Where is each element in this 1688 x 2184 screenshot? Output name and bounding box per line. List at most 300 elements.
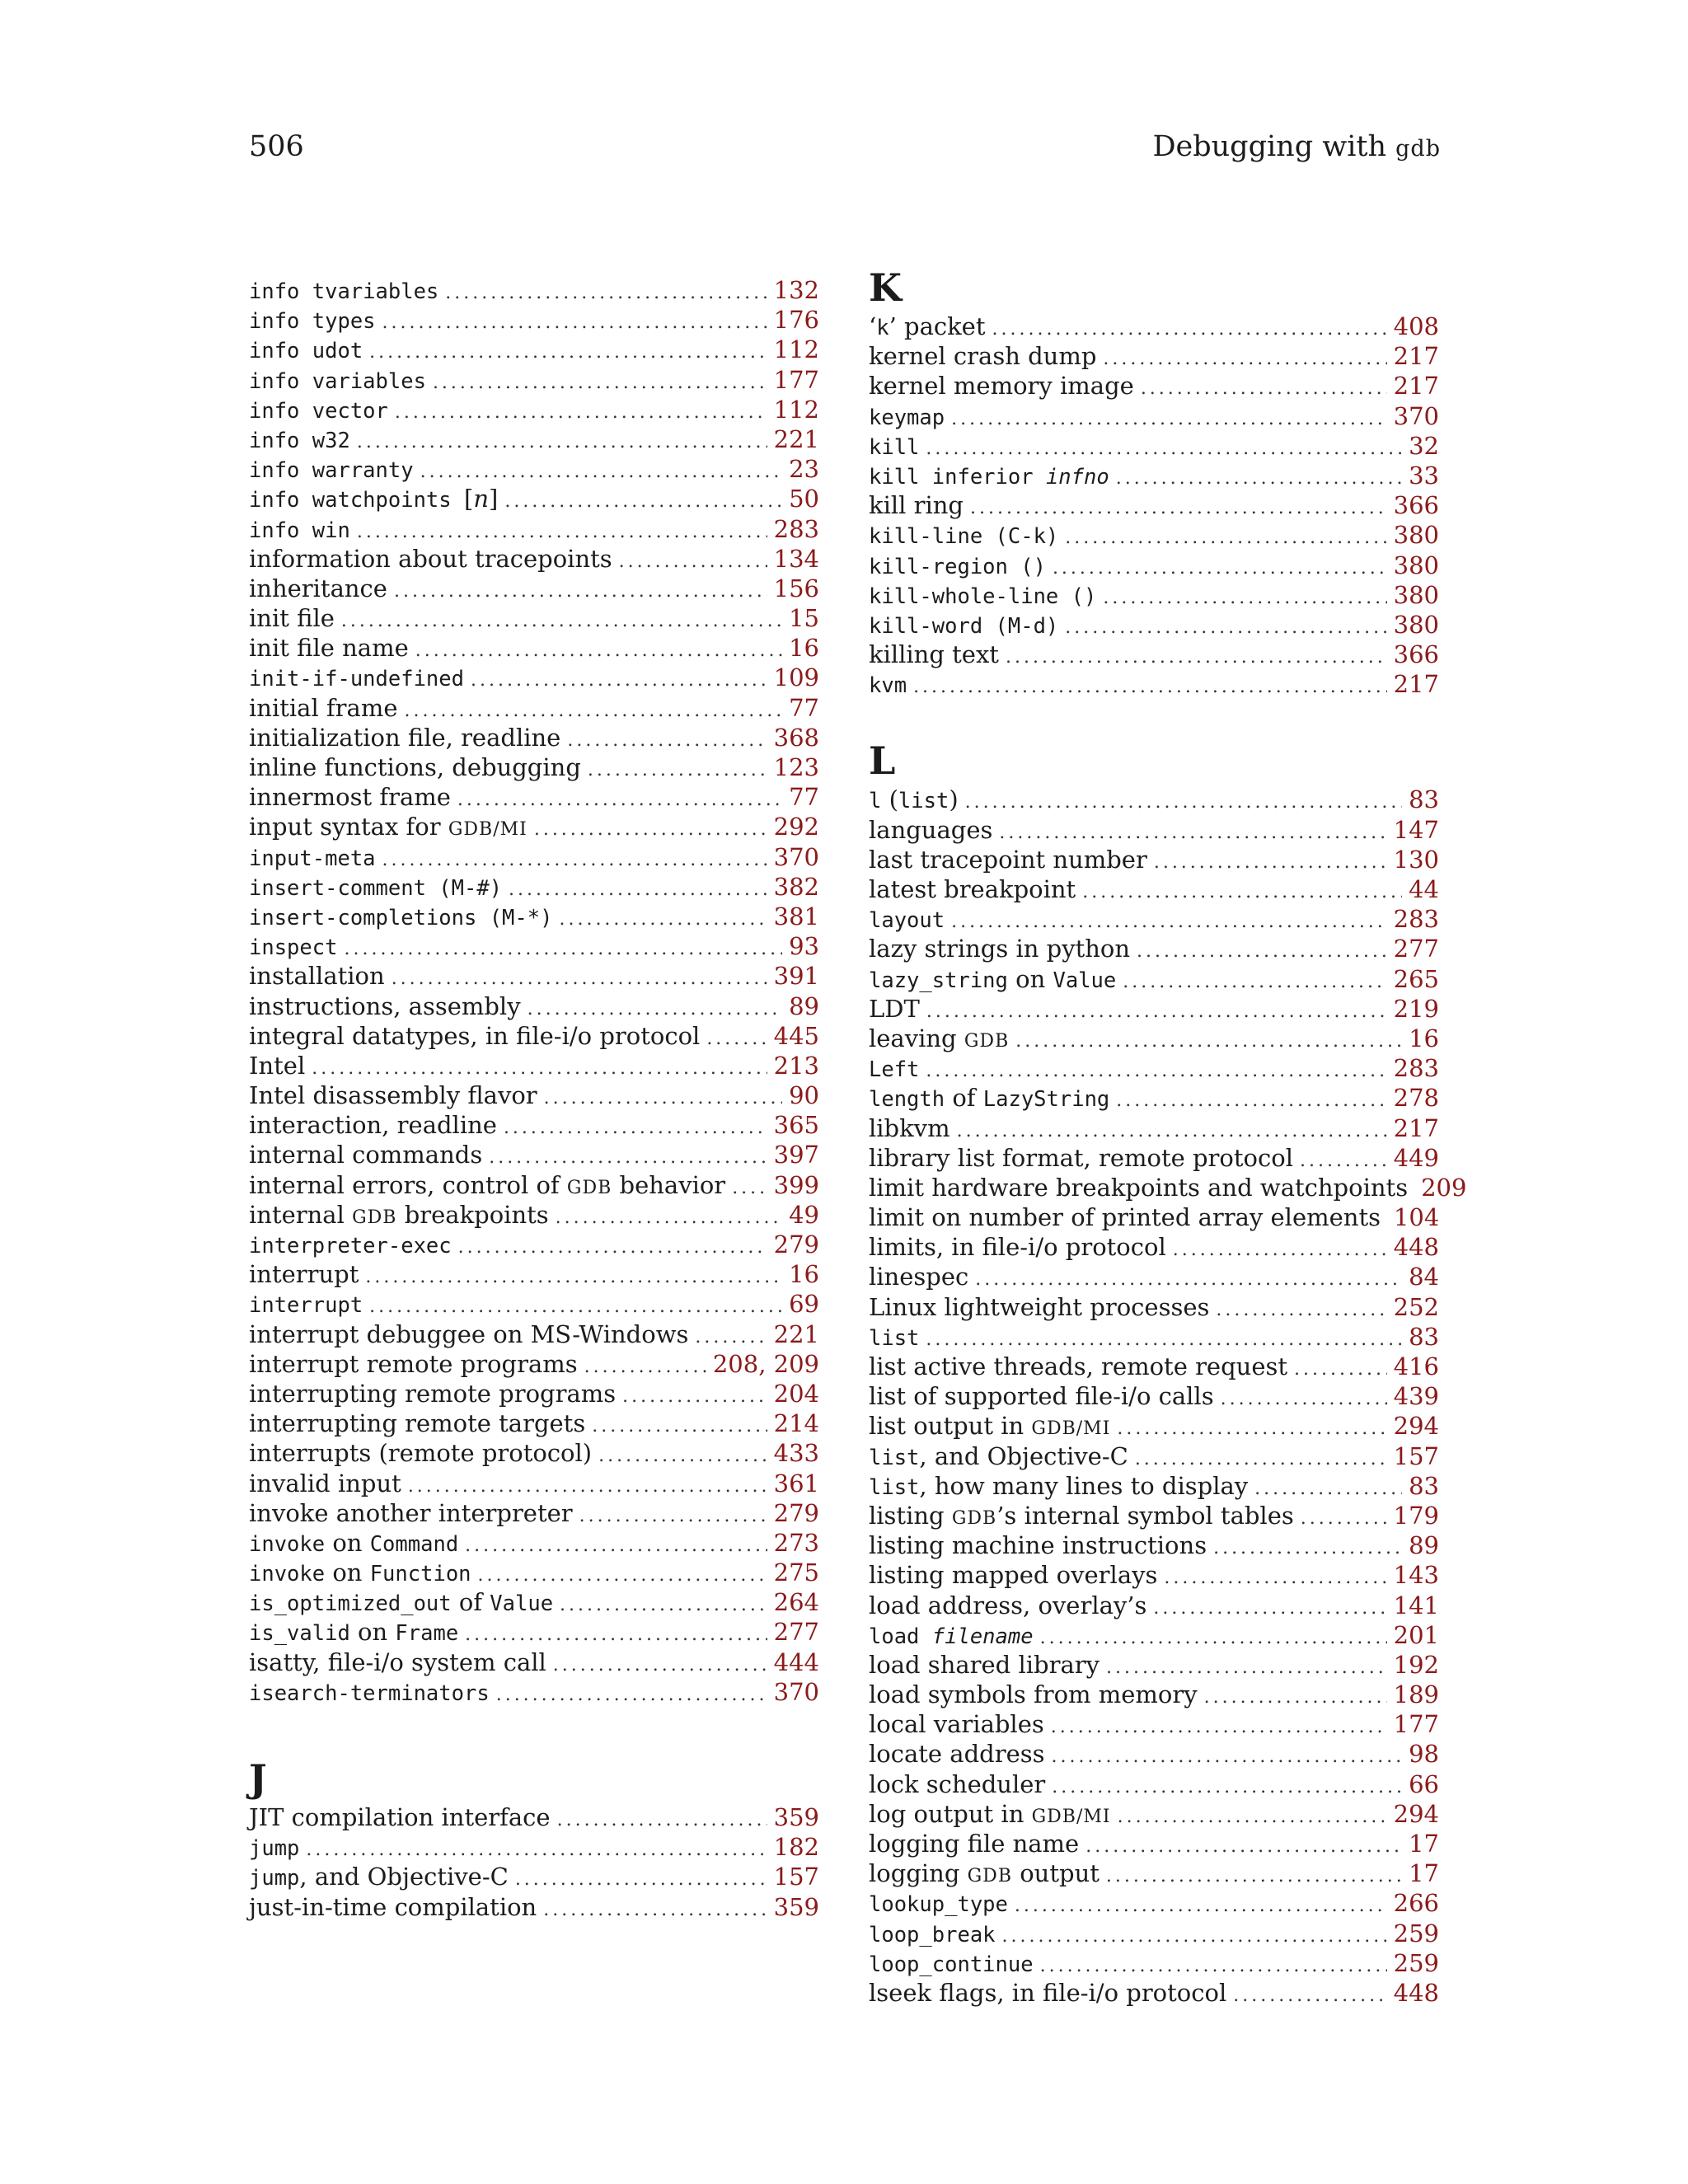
page-link[interactable]: 16 bbox=[1409, 1024, 1439, 1052]
index-term: is_valid on Frame bbox=[249, 1618, 459, 1647]
page-refs bbox=[774, 1051, 819, 1080]
index-term: interrupting remote targets bbox=[249, 1409, 586, 1438]
index-term: list bbox=[869, 1325, 920, 1351]
page-refs bbox=[1394, 934, 1439, 963]
leader-dots bbox=[913, 673, 1387, 702]
page-refs bbox=[1394, 1919, 1439, 1948]
index-entry bbox=[869, 341, 1439, 371]
page-link[interactable]: 283 bbox=[773, 514, 819, 543]
page-refs bbox=[1394, 1650, 1439, 1680]
leader-dots bbox=[951, 907, 1387, 937]
index-term: inline functions, debugging bbox=[249, 753, 581, 781]
page-refs bbox=[1394, 1709, 1439, 1739]
page-link[interactable]: 217 bbox=[1393, 670, 1439, 699]
index-entry bbox=[249, 1587, 819, 1617]
page-link[interactable]: 359 bbox=[773, 1892, 819, 1921]
leader-dots bbox=[394, 577, 767, 607]
page-link[interactable]: 98 bbox=[1409, 1740, 1439, 1769]
index-term: invoke on Function bbox=[249, 1558, 471, 1587]
index-entry bbox=[249, 1319, 819, 1349]
page-refs bbox=[1394, 1232, 1439, 1262]
index-term: last tracepoint number bbox=[869, 845, 1147, 874]
index-entry bbox=[869, 669, 1439, 699]
page-refs bbox=[1394, 1292, 1439, 1322]
leader-dots bbox=[357, 518, 767, 547]
index-term: internal commands bbox=[249, 1141, 483, 1169]
page-link[interactable]: 283 bbox=[1393, 905, 1439, 934]
page-link[interactable]: 433 bbox=[773, 1439, 819, 1468]
page-link[interactable]: 366 bbox=[1393, 640, 1439, 669]
page-refs bbox=[1409, 1530, 1439, 1560]
leader-dots bbox=[560, 1591, 767, 1620]
page-link[interactable]: 83 bbox=[1409, 1322, 1439, 1351]
page-link[interactable]: 380 bbox=[1393, 521, 1439, 550]
page-link[interactable]: 176 bbox=[773, 306, 819, 335]
page-refs bbox=[713, 1349, 819, 1379]
page-link[interactable]: 221 bbox=[773, 424, 819, 453]
page-refs bbox=[1394, 1560, 1439, 1590]
page-link[interactable]: , 209 bbox=[758, 1350, 819, 1378]
page-link[interactable]: 439 bbox=[1393, 1382, 1439, 1411]
page-refs bbox=[1394, 815, 1439, 845]
leader-dots bbox=[415, 636, 782, 666]
leader-dots bbox=[1116, 1086, 1386, 1116]
index-term: interrupting remote programs bbox=[249, 1379, 617, 1408]
page-link[interactable]: 112 bbox=[773, 395, 819, 424]
page-link[interactable]: 408 bbox=[1393, 312, 1439, 340]
page-link[interactable]: 366 bbox=[1393, 491, 1439, 520]
leader-dots bbox=[382, 308, 767, 338]
leader-dots bbox=[992, 315, 1387, 344]
page-link[interactable]: 416 bbox=[1393, 1352, 1439, 1380]
index-term: Intel bbox=[249, 1051, 306, 1080]
index-column-left bbox=[249, 275, 819, 1922]
index-entry bbox=[869, 431, 1439, 461]
page-link[interactable]: 15 bbox=[789, 604, 819, 633]
page-link[interactable]: 391 bbox=[773, 962, 819, 991]
index-entry bbox=[249, 1170, 819, 1200]
page-refs bbox=[789, 782, 819, 812]
page-link[interactable]: 49 bbox=[789, 1200, 819, 1229]
leader-dots bbox=[1053, 554, 1387, 583]
index-entry bbox=[249, 603, 819, 633]
page-refs bbox=[774, 872, 819, 902]
index-term: log output in GDB/MI bbox=[869, 1799, 1111, 1828]
page-link[interactable]: 292 bbox=[773, 813, 819, 841]
page-refs bbox=[789, 1080, 819, 1110]
page-link[interactable]: 217 bbox=[1393, 1113, 1439, 1142]
page-link[interactable]: 368 bbox=[773, 723, 819, 752]
leader-dots bbox=[584, 1352, 706, 1382]
index-entry bbox=[249, 275, 819, 305]
leader-dots bbox=[965, 788, 1402, 818]
page-refs bbox=[1394, 640, 1439, 669]
leader-dots bbox=[1103, 344, 1386, 374]
page-link[interactable]: 201 bbox=[1393, 1620, 1439, 1649]
page-link[interactable]: 279 bbox=[773, 1498, 819, 1527]
index-entry bbox=[249, 1080, 819, 1110]
page-refs bbox=[1394, 1411, 1439, 1441]
leader-dots bbox=[926, 997, 1387, 1027]
index-term: Intel disassembly flavor bbox=[249, 1081, 537, 1110]
index-entry bbox=[249, 365, 819, 395]
page-link[interactable]: 177 bbox=[1393, 1710, 1439, 1739]
index-entry bbox=[249, 1647, 819, 1677]
page-refs bbox=[1394, 1978, 1439, 2008]
page-refs bbox=[789, 931, 819, 961]
leader-dots bbox=[1106, 1653, 1387, 1683]
index-term: listing mapped overlays bbox=[869, 1561, 1158, 1590]
index-term: logging GDB output bbox=[869, 1859, 1100, 1888]
index-entry bbox=[869, 640, 1439, 669]
leader-dots bbox=[534, 815, 767, 845]
leader-dots bbox=[1082, 878, 1402, 907]
page-link[interactable]: 33 bbox=[1409, 461, 1439, 490]
page-refs bbox=[1394, 1113, 1439, 1143]
page-refs bbox=[774, 1862, 819, 1891]
page-link[interactable]: 217 bbox=[1393, 342, 1439, 371]
page-link[interactable]: 156 bbox=[773, 574, 819, 602]
index-term: logging file name bbox=[869, 1830, 1080, 1858]
page-link[interactable]: 32 bbox=[1409, 431, 1439, 460]
page-link[interactable]: 104 bbox=[1393, 1203, 1440, 1232]
page-link[interactable]: 23 bbox=[789, 455, 819, 484]
index-entry bbox=[249, 1528, 819, 1558]
index-term: limit hardware breakpoints and watchpoints bbox=[869, 1173, 1409, 1202]
page-refs bbox=[774, 1110, 819, 1140]
page-refs bbox=[1394, 1381, 1439, 1411]
page-refs bbox=[774, 842, 819, 872]
leader-dots bbox=[619, 547, 767, 577]
leader-dots bbox=[312, 1054, 767, 1084]
leader-dots bbox=[999, 818, 1386, 848]
leader-dots bbox=[1216, 1296, 1386, 1325]
index-entry bbox=[249, 1469, 819, 1498]
page-link[interactable]: 157 bbox=[1393, 1441, 1439, 1470]
page-link[interactable]: 17 bbox=[1409, 1830, 1439, 1858]
page-link[interactable]: 132 bbox=[773, 276, 819, 304]
page-link[interactable]: 77 bbox=[789, 693, 819, 722]
page-link[interactable]: 380 bbox=[1393, 580, 1439, 609]
page-link[interactable]: 192 bbox=[1393, 1650, 1439, 1679]
index-entry bbox=[249, 812, 819, 841]
index-entry bbox=[869, 994, 1439, 1024]
leader-dots bbox=[1040, 1624, 1387, 1653]
page-link[interactable]: 252 bbox=[1393, 1292, 1439, 1321]
index-entry bbox=[249, 723, 819, 752]
page-link[interactable]: 214 bbox=[773, 1409, 819, 1438]
leader-dots bbox=[405, 696, 783, 726]
index-entry bbox=[249, 1230, 819, 1259]
leader-dots bbox=[1137, 937, 1387, 967]
index-entry bbox=[869, 785, 1439, 814]
index-term: killing text bbox=[869, 640, 999, 669]
page-refs bbox=[1394, 1143, 1439, 1173]
page-link[interactable]: 279 bbox=[773, 1230, 819, 1258]
page-refs bbox=[774, 1558, 819, 1587]
index-term: latest breakpoint bbox=[869, 875, 1076, 903]
leader-dots bbox=[1116, 464, 1402, 494]
page-link[interactable]: 209 bbox=[1421, 1173, 1467, 1202]
page-link[interactable]: 112 bbox=[773, 335, 819, 364]
page-link[interactable]: 89 bbox=[789, 991, 819, 1020]
page-refs bbox=[1409, 1262, 1439, 1291]
page-refs bbox=[774, 1438, 819, 1468]
page-link[interactable]: 278 bbox=[1393, 1084, 1439, 1113]
page-link[interactable]: 294 bbox=[1393, 1412, 1439, 1441]
page-link[interactable]: 147 bbox=[1393, 815, 1439, 844]
index-entry bbox=[249, 574, 819, 603]
page-refs bbox=[789, 991, 819, 1021]
index-entry bbox=[249, 1408, 819, 1438]
leader-dots bbox=[457, 785, 782, 815]
index-entry bbox=[869, 845, 1439, 874]
index-term: listing GDB’s internal symbol tables bbox=[869, 1501, 1294, 1530]
leader-dots bbox=[341, 607, 782, 636]
page-link[interactable]: 444 bbox=[773, 1647, 819, 1676]
index-entry bbox=[249, 514, 819, 544]
leader-dots bbox=[1154, 848, 1387, 878]
page-link[interactable]: 359 bbox=[773, 1803, 819, 1831]
page-link[interactable]: 213 bbox=[773, 1051, 819, 1080]
running-title-gdb: gdb bbox=[1395, 136, 1441, 162]
page-refs bbox=[774, 395, 819, 424]
page-link[interactable]: 141 bbox=[1393, 1591, 1439, 1619]
index-term: input-meta bbox=[249, 846, 376, 871]
index-entry bbox=[869, 1352, 1439, 1381]
index-entry bbox=[869, 1709, 1439, 1739]
page-link[interactable]: 399 bbox=[773, 1170, 819, 1199]
index-term: internal GDB breakpoints bbox=[249, 1200, 549, 1229]
page-refs bbox=[1409, 461, 1439, 490]
index-entry bbox=[869, 610, 1439, 640]
page-link[interactable]: 17 bbox=[1409, 1859, 1439, 1888]
page-refs bbox=[1394, 1591, 1439, 1620]
page-link[interactable]: 84 bbox=[1409, 1263, 1439, 1291]
index-entry bbox=[869, 312, 1439, 341]
index-entry bbox=[249, 1862, 819, 1891]
index-term: locate address bbox=[869, 1740, 1045, 1769]
page-refs bbox=[1409, 1769, 1439, 1799]
page-link[interactable]: 283 bbox=[1393, 1054, 1439, 1083]
page-link[interactable]: 370 bbox=[1393, 401, 1439, 430]
index-entry bbox=[869, 1769, 1439, 1799]
leader-dots bbox=[458, 1233, 767, 1263]
index-term: load address, overlay’s bbox=[869, 1591, 1147, 1619]
page-refs bbox=[774, 1140, 819, 1169]
page-link[interactable]: 83 bbox=[1409, 1471, 1439, 1500]
index-entry bbox=[249, 872, 819, 902]
index-entry bbox=[869, 1591, 1439, 1620]
page-refs bbox=[1394, 580, 1439, 610]
page-link[interactable]: 448 bbox=[1393, 1978, 1439, 2007]
page-link[interactable]: 217 bbox=[1393, 372, 1439, 401]
page-link[interactable]: 294 bbox=[1393, 1799, 1439, 1828]
leader-dots bbox=[926, 1325, 1402, 1355]
leader-dots bbox=[1141, 374, 1387, 404]
index-term: loop_continue bbox=[869, 1952, 1034, 1977]
page-refs bbox=[1394, 401, 1439, 431]
index-entry bbox=[869, 1113, 1439, 1143]
index-entry bbox=[249, 454, 819, 484]
leader-dots bbox=[579, 1502, 767, 1531]
leader-dots bbox=[951, 405, 1387, 434]
running-title-text: Debugging with bbox=[1152, 130, 1396, 163]
page-link[interactable]: 273 bbox=[773, 1528, 819, 1557]
page-link[interactable]: 264 bbox=[773, 1588, 819, 1617]
page-link[interactable]: 16 bbox=[789, 1260, 819, 1289]
page-link[interactable]: 179 bbox=[1393, 1501, 1439, 1530]
index-term: limit on number of printed array elements bbox=[869, 1203, 1381, 1232]
page-number: 506 bbox=[249, 130, 304, 163]
page-refs bbox=[789, 603, 819, 633]
page-link[interactable]: 275 bbox=[773, 1558, 819, 1587]
page-link[interactable]: 219 bbox=[1393, 994, 1439, 1023]
page-link[interactable]: 143 bbox=[1393, 1561, 1439, 1590]
index-term: insert-comment (M-#) bbox=[249, 875, 503, 901]
index-entry bbox=[869, 580, 1439, 610]
page-link[interactable]: 266 bbox=[1393, 1889, 1439, 1918]
page-link[interactable]: 134 bbox=[773, 544, 819, 573]
index-term: info types bbox=[249, 309, 376, 335]
index-term: info w32 bbox=[249, 428, 350, 453]
page-link[interactable]: 177 bbox=[773, 365, 819, 394]
page-link[interactable]: 365 bbox=[773, 1111, 819, 1140]
leader-dots bbox=[1052, 1773, 1402, 1802]
page-link[interactable]: 189 bbox=[1393, 1680, 1439, 1709]
index-term: kill ring bbox=[869, 491, 964, 520]
index-term: installation bbox=[249, 962, 385, 991]
page-link[interactable]: 90 bbox=[789, 1081, 819, 1110]
page-refs bbox=[774, 1528, 819, 1558]
leader-dots bbox=[1123, 968, 1386, 997]
page-link[interactable]: 157 bbox=[773, 1863, 819, 1891]
index-term: invalid input bbox=[249, 1469, 401, 1497]
page-link[interactable]: 69 bbox=[789, 1290, 819, 1319]
leader-dots bbox=[1164, 1563, 1386, 1593]
page-refs bbox=[774, 544, 819, 574]
index-entry bbox=[869, 1680, 1439, 1709]
leader-dots bbox=[515, 1865, 767, 1895]
index-entry bbox=[869, 1322, 1439, 1352]
leader-dots bbox=[1300, 1146, 1387, 1176]
page-link[interactable]: 397 bbox=[773, 1141, 819, 1169]
leader-dots bbox=[1254, 1474, 1402, 1504]
page-link[interactable]: 259 bbox=[1393, 1919, 1439, 1947]
leader-dots bbox=[975, 1265, 1402, 1295]
page-link[interactable]: 382 bbox=[773, 872, 819, 901]
page-link[interactable]: 265 bbox=[1393, 964, 1439, 993]
index-entry bbox=[869, 1948, 1439, 1978]
leader-dots bbox=[556, 1203, 782, 1233]
page-link[interactable]: 277 bbox=[1393, 935, 1439, 963]
leader-dots bbox=[1065, 613, 1386, 643]
index-term: kill-whole-line () bbox=[869, 583, 1097, 609]
page-link[interactable]: 89 bbox=[1409, 1531, 1439, 1560]
index-term: list active threads, remote request bbox=[869, 1352, 1288, 1380]
page-refs bbox=[774, 1021, 819, 1051]
leader-dots bbox=[445, 279, 767, 308]
page-link[interactable]: 93 bbox=[789, 932, 819, 961]
index-term: library list format, remote protocol bbox=[869, 1143, 1293, 1172]
page-link[interactable]: 77 bbox=[789, 783, 819, 812]
index-entry bbox=[249, 335, 819, 364]
index-term: l (list) bbox=[869, 785, 959, 814]
index-entry bbox=[249, 1349, 819, 1379]
index-entry bbox=[249, 1289, 819, 1319]
page-link[interactable]: 259 bbox=[1393, 1948, 1439, 1977]
page-link[interactable]: 380 bbox=[1393, 551, 1439, 579]
page-link[interactable]: 83 bbox=[1409, 785, 1439, 814]
index-term: interrupt remote programs bbox=[249, 1349, 578, 1378]
index-term: jump bbox=[249, 1836, 300, 1862]
index-group-j bbox=[249, 1802, 819, 1922]
index-entry bbox=[869, 1262, 1439, 1291]
leader-dots bbox=[557, 1806, 767, 1835]
index-term: info win bbox=[249, 518, 350, 543]
page-link[interactable]: 208 bbox=[712, 1349, 759, 1378]
leader-dots bbox=[1006, 643, 1387, 673]
index-term: information about tracepoints bbox=[249, 544, 612, 573]
page-link[interactable]: 109 bbox=[773, 663, 819, 692]
page-refs bbox=[1394, 1083, 1439, 1113]
index-group-k bbox=[869, 312, 1439, 699]
page-refs bbox=[774, 723, 819, 752]
page-link[interactable]: 44 bbox=[1409, 875, 1439, 903]
index-entry bbox=[249, 1379, 819, 1408]
page-link[interactable]: 449 bbox=[1393, 1143, 1439, 1172]
leader-dots bbox=[1015, 1027, 1402, 1057]
page-refs bbox=[774, 1677, 819, 1707]
page-link[interactable]: 204 bbox=[773, 1379, 819, 1408]
page-link[interactable]: 448 bbox=[1393, 1233, 1439, 1262]
index-entry bbox=[249, 991, 819, 1021]
leader-dots bbox=[1085, 1832, 1402, 1862]
page-link[interactable]: 361 bbox=[773, 1469, 819, 1497]
page-link[interactable]: 123 bbox=[773, 753, 819, 781]
index-entry bbox=[869, 551, 1439, 580]
page-link[interactable]: 182 bbox=[773, 1833, 819, 1862]
leader-dots bbox=[1103, 583, 1386, 613]
index-entry bbox=[869, 520, 1439, 550]
index-column-right bbox=[869, 264, 1467, 2008]
page-link[interactable]: 370 bbox=[773, 842, 819, 871]
page-link[interactable]: 50 bbox=[789, 485, 819, 513]
index-term: listing machine instructions bbox=[869, 1531, 1207, 1560]
page-link[interactable]: 381 bbox=[773, 902, 819, 930]
index-term: insert-completions (M-*) bbox=[249, 905, 553, 930]
page-link[interactable]: 130 bbox=[1393, 845, 1439, 874]
page-refs bbox=[1394, 964, 1439, 994]
page-refs bbox=[774, 305, 819, 335]
leader-dots bbox=[471, 666, 767, 696]
page-refs bbox=[1409, 1024, 1439, 1053]
page-link[interactable]: 445 bbox=[773, 1021, 819, 1050]
page-refs bbox=[774, 1587, 819, 1617]
page-link[interactable]: 277 bbox=[773, 1618, 819, 1647]
page-link[interactable]: 16 bbox=[789, 634, 819, 663]
page-link[interactable]: 380 bbox=[1393, 610, 1439, 639]
index-entry bbox=[249, 1892, 819, 1922]
index-group-l bbox=[869, 785, 1467, 2008]
index-letter-heading: L bbox=[869, 738, 896, 784]
index-term: instructions, assembly bbox=[249, 991, 521, 1020]
page-link[interactable]: 221 bbox=[773, 1319, 819, 1348]
leader-dots bbox=[622, 1382, 767, 1412]
page-link[interactable]: 66 bbox=[1409, 1769, 1439, 1798]
page-refs bbox=[774, 961, 819, 991]
page-link[interactable]: 370 bbox=[773, 1677, 819, 1706]
